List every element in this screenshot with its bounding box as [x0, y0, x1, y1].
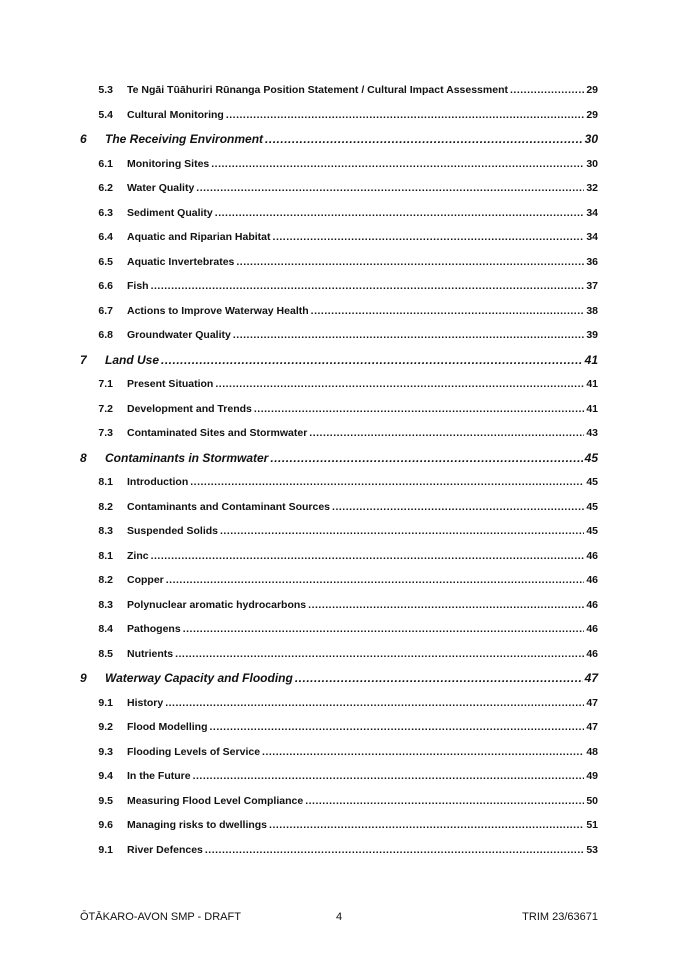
toc-dot-leader: [226, 103, 584, 128]
toc-entry-title: Sediment Quality: [127, 206, 213, 219]
toc-dot-leader: [273, 225, 585, 250]
toc-subsection-entry[interactable]: [80, 544, 598, 569]
toc-subsection-entry[interactable]: [80, 225, 598, 250]
toc-subsection-entry[interactable]: [80, 397, 598, 422]
toc-entry-page: 46: [586, 574, 598, 586]
toc-entry-title: Contaminated Sites and Stormwater: [127, 427, 308, 439]
toc-entry-page: 50: [586, 794, 598, 807]
toc-entry-page: 30: [586, 157, 598, 170]
toc-entry-page: 53: [586, 843, 598, 856]
toc-dot-leader: [151, 274, 585, 299]
toc-entry-number: 6.5: [98, 255, 113, 268]
toc-subsection-entry[interactable]: [80, 764, 598, 789]
toc-dot-leader: [175, 642, 584, 667]
toc-entry-title: Actions to Improve Waterway Health: [127, 304, 309, 317]
toc-entry-title: Aquatic and Riparian Habitat: [127, 231, 271, 243]
toc-entry-title: Zinc: [127, 549, 149, 562]
toc-entry-number: 9.3: [98, 745, 113, 758]
toc-subsection-entry[interactable]: [80, 495, 598, 520]
toc-entry-page: 36: [586, 255, 598, 268]
toc-subsection-entry[interactable]: [80, 103, 598, 128]
toc-entry-page: 46: [586, 623, 598, 635]
toc-entry-number: 8.2: [98, 574, 113, 586]
toc-entry-title: Suspended Solids: [127, 525, 219, 537]
toc-entry-page: 47: [586, 696, 598, 709]
toc-dot-leader: [151, 544, 585, 569]
toc-dot-leader: [309, 421, 584, 446]
toc-entry-title: History: [127, 696, 164, 709]
toc-entry-title: Water Quality: [127, 182, 195, 194]
toc-entry-page: 41: [586, 402, 598, 415]
toc-entry-number: 9.6: [98, 819, 113, 831]
toc-entry-title: Te Ngāi Tūāhuriri Rūnanga Position Statement / Cultural Impact Assessment: [127, 84, 508, 96]
toc-dot-leader: [205, 838, 584, 863]
toc-entry-page: 46: [586, 647, 598, 660]
toc-entry-page: 37: [586, 280, 598, 292]
page-footer: [80, 911, 598, 923]
toc-subsection-entry[interactable]: [80, 593, 598, 618]
toc-entry-number: 9.5: [98, 794, 113, 807]
toc-dot-leader: [236, 250, 584, 275]
toc-entry-number: 7.3: [98, 427, 113, 439]
toc-dot-leader: [269, 813, 584, 838]
toc-dot-leader: [196, 176, 584, 201]
toc-entry-page: 48: [586, 745, 598, 758]
toc-entry-number: 8.1: [98, 549, 113, 562]
toc-entry-number: 6.8: [98, 329, 113, 341]
toc-section-entry[interactable]: [80, 446, 598, 471]
footer-page-number: 4: [335, 911, 343, 923]
toc-entry-number: 8.5: [98, 647, 113, 660]
toc-entry-title: Development and Trends: [127, 402, 252, 415]
toc-dot-leader: [209, 715, 584, 740]
toc-entry-page: 47: [586, 721, 598, 733]
toc-subsection-entry[interactable]: [80, 152, 598, 177]
toc-dot-leader: [308, 593, 584, 618]
toc-entry-number: 8.2: [98, 500, 113, 513]
toc-entry-number: 9.4: [98, 770, 113, 782]
toc-entry-number: 7.2: [98, 402, 113, 415]
toc-entry-title: Polynuclear aromatic hydrocarbons: [127, 598, 307, 611]
toc-dot-leader: [215, 372, 584, 397]
toc-dot-leader: [332, 495, 584, 520]
toc-entry-title: Aquatic Invertebrates: [127, 255, 235, 268]
toc-entry-number: 5.3: [98, 84, 113, 96]
toc-dot-leader: [193, 764, 585, 789]
toc-dot-leader: [215, 201, 585, 226]
toc-subsection-entry[interactable]: [80, 715, 598, 740]
toc-dot-leader: [165, 691, 584, 716]
toc-entry-number: 8.4: [98, 623, 113, 635]
toc-dot-leader: [295, 666, 583, 691]
toc-entry-page: 32: [586, 182, 598, 194]
toc-entry-number: 7.1: [98, 378, 113, 390]
toc-entry-page: 34: [586, 231, 598, 243]
toc-dot-leader: [183, 617, 585, 642]
toc-entry-number: 5.4: [98, 108, 113, 121]
toc-entry-page: 46: [586, 549, 598, 562]
toc-subsection-entry[interactable]: [80, 323, 598, 348]
toc-entry-title: Cultural Monitoring: [127, 108, 224, 121]
toc-subsection-entry[interactable]: [80, 789, 598, 814]
toc-entry-page: 43: [586, 427, 598, 439]
toc-subsection-entry[interactable]: [80, 372, 598, 397]
toc-subsection-entry[interactable]: [80, 470, 598, 495]
toc-entry-title: Copper: [127, 574, 164, 586]
toc-subsection-entry[interactable]: [80, 617, 598, 642]
toc-entry-title: Land Use: [105, 352, 160, 367]
toc-dot-leader: [233, 323, 584, 348]
toc-entry-number: 6.6: [98, 280, 113, 292]
toc-section-entry[interactable]: [80, 666, 598, 691]
toc-entry-title: In the Future: [127, 770, 191, 782]
toc-entry-number: 7: [80, 352, 87, 367]
toc-dot-leader: [262, 740, 584, 765]
toc-dot-leader: [220, 519, 584, 544]
toc-entry-title: Groundwater Quality: [127, 329, 231, 341]
footer-document-title: ŌTĀKARO-AVON SMP - DRAFT: [80, 911, 241, 923]
toc-subsection-entry[interactable]: [80, 691, 598, 716]
toc-entry-title: Contaminants in Stormwater: [105, 450, 269, 465]
toc-entry-title: Present Situation: [127, 378, 214, 390]
toc-entry-number: 9.1: [98, 843, 113, 856]
toc-entry-title: Nutrients: [127, 647, 174, 660]
toc-entry-number: 6.3: [98, 206, 113, 219]
toc-subsection-entry[interactable]: [80, 299, 598, 324]
toc-entry-page: 30: [584, 132, 598, 146]
toc-dot-leader: [254, 397, 584, 422]
toc-subsection-entry[interactable]: [80, 250, 598, 275]
toc-subsection-entry[interactable]: [80, 813, 598, 838]
toc-entry-page: 41: [586, 378, 598, 390]
toc-entry-title: Flood Modelling: [127, 721, 208, 733]
toc-entry-number: 9.1: [98, 696, 113, 709]
toc-subsection-entry[interactable]: [80, 519, 598, 544]
toc-entry-number: 6.1: [98, 157, 113, 170]
toc-subsection-entry[interactable]: [80, 568, 598, 593]
toc-entry-title: Introduction: [127, 476, 189, 488]
toc-dot-leader: [311, 299, 585, 324]
toc-dot-leader: [161, 348, 583, 373]
toc-entry-page: 45: [586, 476, 598, 488]
toc-entry-page: 41: [584, 352, 598, 367]
toc-entry-title: The Receiving Environment: [105, 132, 264, 146]
toc-section-entry[interactable]: [80, 348, 598, 373]
toc-subsection-entry[interactable]: [80, 274, 598, 299]
toc-subsection-entry[interactable]: [80, 201, 598, 226]
toc-dot-leader: [265, 127, 583, 152]
toc-entry-number: 8.3: [98, 598, 113, 611]
toc-entry-page: 45: [586, 500, 598, 513]
toc-entry-title: Flooding Levels of Service: [127, 745, 261, 758]
toc-entry-title: Waterway Capacity and Flooding: [105, 671, 293, 685]
toc-subsection-entry[interactable]: [80, 176, 598, 201]
toc-entry-page: 51: [586, 819, 598, 831]
toc-dot-leader: [166, 568, 585, 593]
toc-entry-number: 6.4: [98, 231, 113, 243]
toc-entry-title: Managing risks to dwellings: [127, 819, 268, 831]
toc-entry-page: 47: [584, 671, 598, 685]
toc-dot-leader: [190, 470, 584, 495]
toc-subsection-entry[interactable]: [80, 78, 598, 103]
toc-entry-number: 6: [80, 132, 87, 146]
toc-entry-title: Measuring Flood Level Compliance: [127, 794, 304, 807]
toc-entry-title: River Defences: [127, 843, 203, 856]
toc-entry-number: 8.3: [98, 525, 113, 537]
toc-dot-leader: [270, 446, 582, 471]
toc-entry-page: 49: [586, 770, 598, 782]
toc-entry-page: 39: [586, 329, 598, 341]
footer-trim-reference: TRIM 23/63671: [522, 911, 598, 923]
toc-subsection-entry[interactable]: [80, 838, 598, 863]
toc-entry-page: 46: [586, 598, 598, 611]
table-of-contents: [80, 78, 598, 862]
toc-entry-number: 6.7: [98, 304, 113, 317]
toc-entry-page: 29: [586, 108, 598, 121]
toc-entry-number: 9.2: [98, 721, 113, 733]
toc-subsection-entry[interactable]: [80, 740, 598, 765]
toc-entry-page: 34: [586, 206, 598, 219]
toc-entry-title: Fish: [127, 280, 149, 292]
toc-entry-page: 29: [586, 84, 598, 96]
toc-subsection-entry[interactable]: [80, 421, 598, 446]
toc-entry-title: Contaminants and Contaminant Sources: [127, 500, 331, 513]
toc-dot-leader: [510, 78, 584, 103]
toc-entry-number: 8.1: [98, 476, 113, 488]
toc-entry-number: 8: [80, 450, 87, 465]
toc-entry-page: 45: [584, 450, 598, 465]
toc-entry-page: 45: [586, 525, 598, 537]
toc-entry-number: 6.2: [98, 182, 113, 194]
toc-entry-page: 38: [586, 304, 598, 317]
toc-dot-leader: [305, 789, 584, 814]
toc-subsection-entry[interactable]: [80, 642, 598, 667]
toc-entry-number: 9: [80, 671, 87, 685]
toc-entry-title: Pathogens: [127, 623, 181, 635]
toc-entry-title: Monitoring Sites: [127, 157, 210, 170]
toc-section-entry[interactable]: [80, 127, 598, 152]
toc-dot-leader: [211, 152, 584, 177]
